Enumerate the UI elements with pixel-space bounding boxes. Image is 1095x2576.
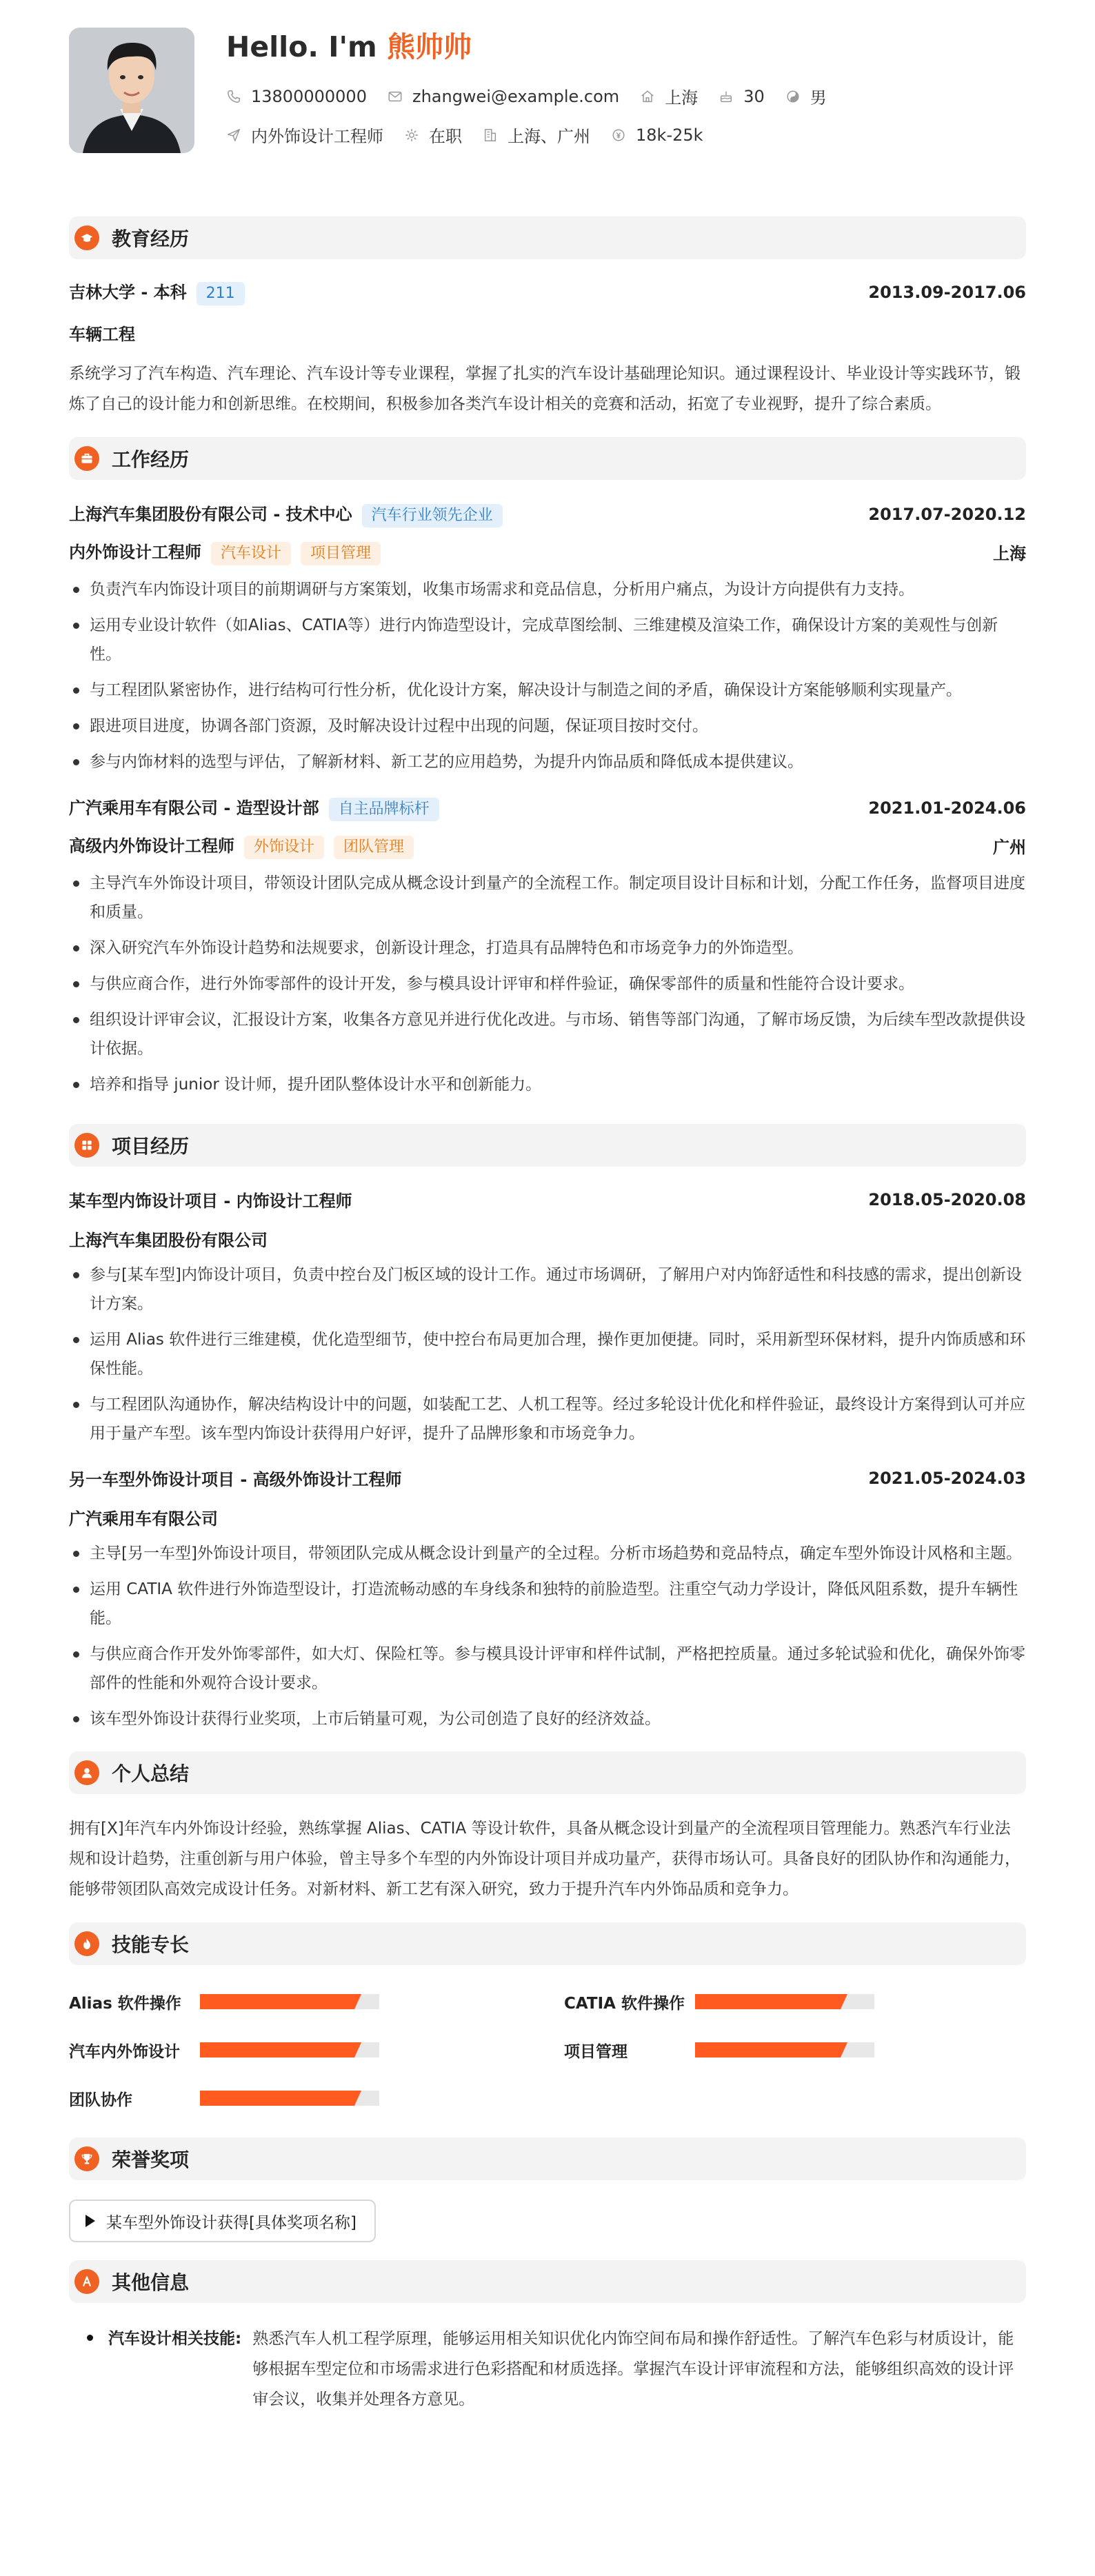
job-head-row (69, 794, 1026, 821)
trophy-icon (74, 2146, 99, 2171)
list-item: 深入研究汽车外饰设计趋势和法规要求，创新设计理念，打造具有品牌特色和市场竞争力的外饰造型。 (69, 934, 1026, 963)
skill-item (564, 2040, 1026, 2060)
skill-name: 项目管理 (564, 2042, 627, 2061)
salary-value: 18k-25k (636, 125, 703, 145)
locations-value: 上海、广州 (508, 127, 590, 146)
skill-name: 汽车内外饰设计 (69, 2042, 180, 2061)
job-head-row (69, 501, 1026, 527)
email-value: zhangwei@example.com (412, 86, 620, 106)
locations-info (483, 123, 590, 147)
list-item: 负责汽车内饰设计项目的前期调研与方案策划，收集市场需求和竞品信息，分析用户痛点，为设计方向提供有力支持。 (69, 575, 1026, 604)
skill-bar-fill (200, 2042, 361, 2057)
gender-value: 男 (810, 88, 827, 108)
flame-icon (74, 1931, 99, 1956)
list-item: 与供应商合作开发外饰零部件，如大灯、保险杠等。参与模具设计评审和样件试制，严格把控质量。通过多轮试验和优化，确保外饰零部件的性能和外观符合设计要求。 (69, 1640, 1026, 1698)
education-section-header (69, 217, 1026, 259)
work-section-header (69, 437, 1026, 480)
skill-bar (695, 1994, 874, 2009)
play-icon (86, 2215, 95, 2227)
skill-item (564, 1991, 1026, 2012)
skill-item (69, 1991, 564, 2012)
skill-item (69, 2088, 564, 2109)
status-value: 在职 (429, 127, 462, 146)
job-date: 2021.01-2024.06 (868, 798, 1026, 818)
gender-icon (785, 89, 801, 104)
job-intent-row (226, 123, 724, 147)
awards-section-header (69, 2137, 1026, 2180)
greeting-heading (226, 28, 472, 66)
send-icon (226, 128, 241, 143)
skill-bar-fill (200, 2091, 361, 2106)
position-row (69, 832, 1026, 859)
skill-name: CATIA 软件操作 (564, 1994, 685, 2013)
skill-bar (200, 2091, 379, 2106)
award-label: 某车型外饰设计获得[具体奖项名称] (106, 2213, 356, 2232)
list-item: 与供应商合作，进行外饰零部件的设计开发，参与模具设计评审和样件验证，确保零部件的质量和性能符合设计要求。 (69, 969, 1026, 998)
company-name: 广汽乘用车有限公司 - 造型设计部 (69, 798, 319, 818)
resume-page (69, 28, 1026, 2415)
skill-bar-fill (695, 2042, 847, 2057)
project-date: 2021.05-2024.03 (868, 1468, 1026, 1488)
age-info (719, 87, 765, 106)
briefcase-icon (74, 446, 99, 471)
project-company: 上海汽车集团股份有限公司 (69, 1231, 268, 1250)
company-name: 上海汽车集团股份有限公司 - 技术中心 (69, 505, 352, 524)
building-icon (483, 128, 498, 143)
other-info-item (69, 2324, 1026, 2415)
other-label: 汽车设计相关技能: (108, 2330, 242, 2348)
job-title-value: 内外饰设计工程师 (251, 127, 383, 146)
job-location: 上海 (993, 544, 1026, 563)
list-item: 培养和指导 junior 设计师，提升团队整体设计水平和创新能力。 (69, 1070, 1026, 1099)
email-info (388, 87, 619, 106)
project-bullets (69, 1260, 1026, 1448)
gear-icon (404, 128, 419, 143)
candidate-name: 熊帅帅 (387, 30, 472, 63)
user-icon (74, 1760, 99, 1785)
position-line (69, 832, 414, 859)
other-section-header (69, 2260, 1026, 2303)
company-line (69, 794, 439, 821)
money-icon (611, 128, 626, 143)
skill-tag: 项目管理 (301, 542, 381, 565)
position-row (69, 539, 1026, 565)
skill-name: Alias 软件操作 (69, 1994, 181, 2013)
education-entry (69, 279, 1026, 419)
education-date: 2013.09-2017.06 (868, 282, 1026, 302)
gender-info (785, 84, 827, 108)
list-item: 运用 CATIA 软件进行外饰造型设计，打造流畅动感的车身线条和独特的前脸造型。注重空气动力学设计，降低风阻系数，提升车辆性能。 (69, 1575, 1026, 1633)
major: 车辆工程 (69, 325, 135, 344)
job-date: 2017.07-2020.12 (868, 504, 1026, 524)
summary-section-header (69, 1751, 1026, 1794)
job-title-info (226, 123, 383, 147)
avatar (69, 28, 194, 153)
project-head-row (69, 1466, 1026, 1490)
section-title: 项目经历 (112, 1135, 190, 1158)
section-title: 工作经历 (112, 448, 190, 471)
list-item: 与工程团队紧密协作，进行结构可行性分析，优化设计方案，解决设计与制造之间的矛盾，确保设计方案能够顺利实现量产。 (69, 676, 1026, 705)
list-item: 运用 Alias 软件进行三维建模，优化造型细节，使中控台布局更加合理，操作更加便捷。同时，采用新型环保材料，提升内饰质感和环保性能。 (69, 1325, 1026, 1383)
skill-bar-fill (200, 1994, 361, 2009)
skill-tag: 团队管理 (334, 836, 414, 859)
list-item: 组织设计评审会议，汇报设计方案，收集各方意见并进行优化改进。与市场、销售等部门沟通，了解市场反馈，为后续车型改款提供设计依据。 (69, 1005, 1026, 1063)
section-title: 荣誉奖项 (112, 2149, 190, 2171)
job-entry (69, 794, 1026, 1099)
position-name: 高级内外饰设计工程师 (69, 836, 234, 856)
project-entry (69, 1187, 1026, 1448)
position-line (69, 539, 381, 565)
home-icon (640, 89, 655, 104)
skill-tag: 汽车设计 (211, 542, 291, 565)
salary-info (611, 125, 703, 145)
list-item: 主导[另一车型]外饰设计项目，带领团队完成从概念设计到量产的全过程。分析市场趋势和竞品特点，确定车型外饰设计风格和主题。 (69, 1539, 1026, 1568)
company-tag: 自主品牌标杆 (329, 798, 439, 821)
list-item: 跟进项目进度，协调各部门资源，及时解决设计过程中出现的问题，保证项目按时交付。 (69, 712, 1026, 741)
summary-text: 拥有[X]年汽车内外饰设计经验，熟练掌握 Alias、CATIA 等设计软件，具备从概念设计到量产的全流程项目管理能力。熟悉汽车行业法规和设计趋势，注重创新与用户体验，曾主导多个车型的内外饰设计项目并成功量产，获得市场认可。具备良好的团队协作和沟通能力，能够带领团队高效完成设计任务。对新材料、新工艺有深入研究，致力于提升汽车内外饰品质和竞争力。 (69, 1820, 1021, 1898)
section-title: 其他信息 (112, 2271, 190, 2294)
project-company: 广汽乘用车有限公司 (69, 1509, 218, 1529)
school-line (69, 279, 245, 305)
mail-icon (388, 89, 403, 104)
job-entry (69, 501, 1026, 776)
city-info (640, 84, 698, 108)
projects-section-header (69, 1124, 1026, 1167)
phone-value: 13800000000 (251, 86, 367, 106)
letter-a-icon (74, 2269, 99, 2294)
company-line (69, 501, 503, 527)
bullet-dot (87, 2335, 93, 2341)
education-head-row (69, 279, 1026, 305)
project-bullets (69, 1539, 1026, 1733)
status-info (404, 123, 462, 147)
job-location: 广州 (993, 838, 1026, 857)
phone-info (226, 87, 367, 106)
skill-tag: 外饰设计 (244, 836, 324, 859)
company-tag: 汽车行业领先企业 (362, 504, 503, 527)
greeting-prefix: Hello. I'm (226, 30, 388, 63)
list-item: 运用专业设计软件（如Alias、CATIA等）进行内饰造型设计，完成草图绘制、三维建模及渲染工作，确保设计方案的美观性与创新性。 (69, 611, 1026, 669)
project-date: 2018.05-2020.08 (868, 1189, 1026, 1209)
grid-icon (74, 1133, 99, 1158)
award-list (69, 2200, 1026, 2242)
project-name: 另一车型外饰设计项目 - 高级外饰设计工程师 (69, 1470, 402, 1489)
skill-name: 团队协作 (69, 2091, 132, 2109)
other-text: 熟悉汽车人机工程学原理，能够运用相关知识优化内饰空间布局和操作舒适性。了解汽车色彩与材质设计，能够根据车型定位和市场需求进行色彩搭配和材质选择。掌握汽车设计评审流程和方法，能够组织高效的设计评审会议，收集并处理各方意见。 (252, 2330, 1014, 2408)
skill-item (69, 2040, 564, 2060)
project-head-row (69, 1187, 1026, 1211)
project-name: 某车型内饰设计项目 - 内饰设计工程师 (69, 1191, 352, 1211)
job-bullets (69, 575, 1026, 776)
list-item: 参与[某车型]内饰设计项目，负责中控台及门板区域的设计工作。通过市场调研，了解用户对内饰舒适性和科技感的需求，提出创新设计方案。 (69, 1260, 1026, 1318)
position-name: 内外饰设计工程师 (69, 543, 201, 562)
skill-bar (695, 2042, 874, 2057)
phone-icon (226, 89, 241, 104)
list-item: 主导汽车外饰设计项目，带领设计团队完成从概念设计到量产的全流程工作。制定项目设计目标和计划，分配工作任务，监督项目进度和质量。 (69, 869, 1026, 927)
list-item: 该车型外饰设计获得行业奖项，上市后销量可观，为公司创造了良好的经济效益。 (69, 1704, 1026, 1733)
section-title: 技能专长 (112, 1933, 190, 1956)
school-tag: 211 (197, 282, 245, 305)
age-value: 30 (743, 86, 765, 106)
skill-bar-fill (695, 1994, 847, 2009)
contact-row (226, 84, 847, 108)
section-title: 教育经历 (112, 228, 190, 250)
skills-section-header (69, 1922, 1026, 1965)
skills-grid (69, 1991, 1026, 2109)
section-title: 个人总结 (112, 1762, 190, 1785)
school-name: 吉林大学 - 本科 (69, 283, 187, 302)
profile-header (69, 28, 1026, 155)
city-value: 上海 (665, 88, 699, 108)
graduation-cap-icon (74, 225, 99, 250)
job-bullets (69, 869, 1026, 1099)
cake-icon (719, 89, 734, 104)
skill-bar (200, 2042, 379, 2057)
list-item: 参与内饰材料的选型与评估，了解新材料、新工艺的应用趋势，为提升内饰品质和降低成本提供建议。 (69, 747, 1026, 776)
skill-bar (200, 1994, 379, 2009)
list-item: 与工程团队沟通协作，解决结构设计中的问题，如装配工艺、人机工程等。经过多轮设计优化和样件验证，最终设计方案得到认可并应用于量产车型。该车型内饰设计获得用户好评，提升了品牌形象和市场竞争力。 (69, 1390, 1026, 1448)
award-item[interactable] (69, 2200, 376, 2242)
education-desc: 系统学习了汽车构造、汽车理论、汽车设计等专业课程，掌握了扎实的汽车设计基础理论知识。通过课程设计、毕业设计等实践环节，锻炼了自己的设计能力和创新思维。在校期间，积极参加各类汽车设计相关的竞赛和活动，拓宽了专业视野，提升了综合素质。 (69, 365, 1021, 413)
project-entry (69, 1466, 1026, 1733)
